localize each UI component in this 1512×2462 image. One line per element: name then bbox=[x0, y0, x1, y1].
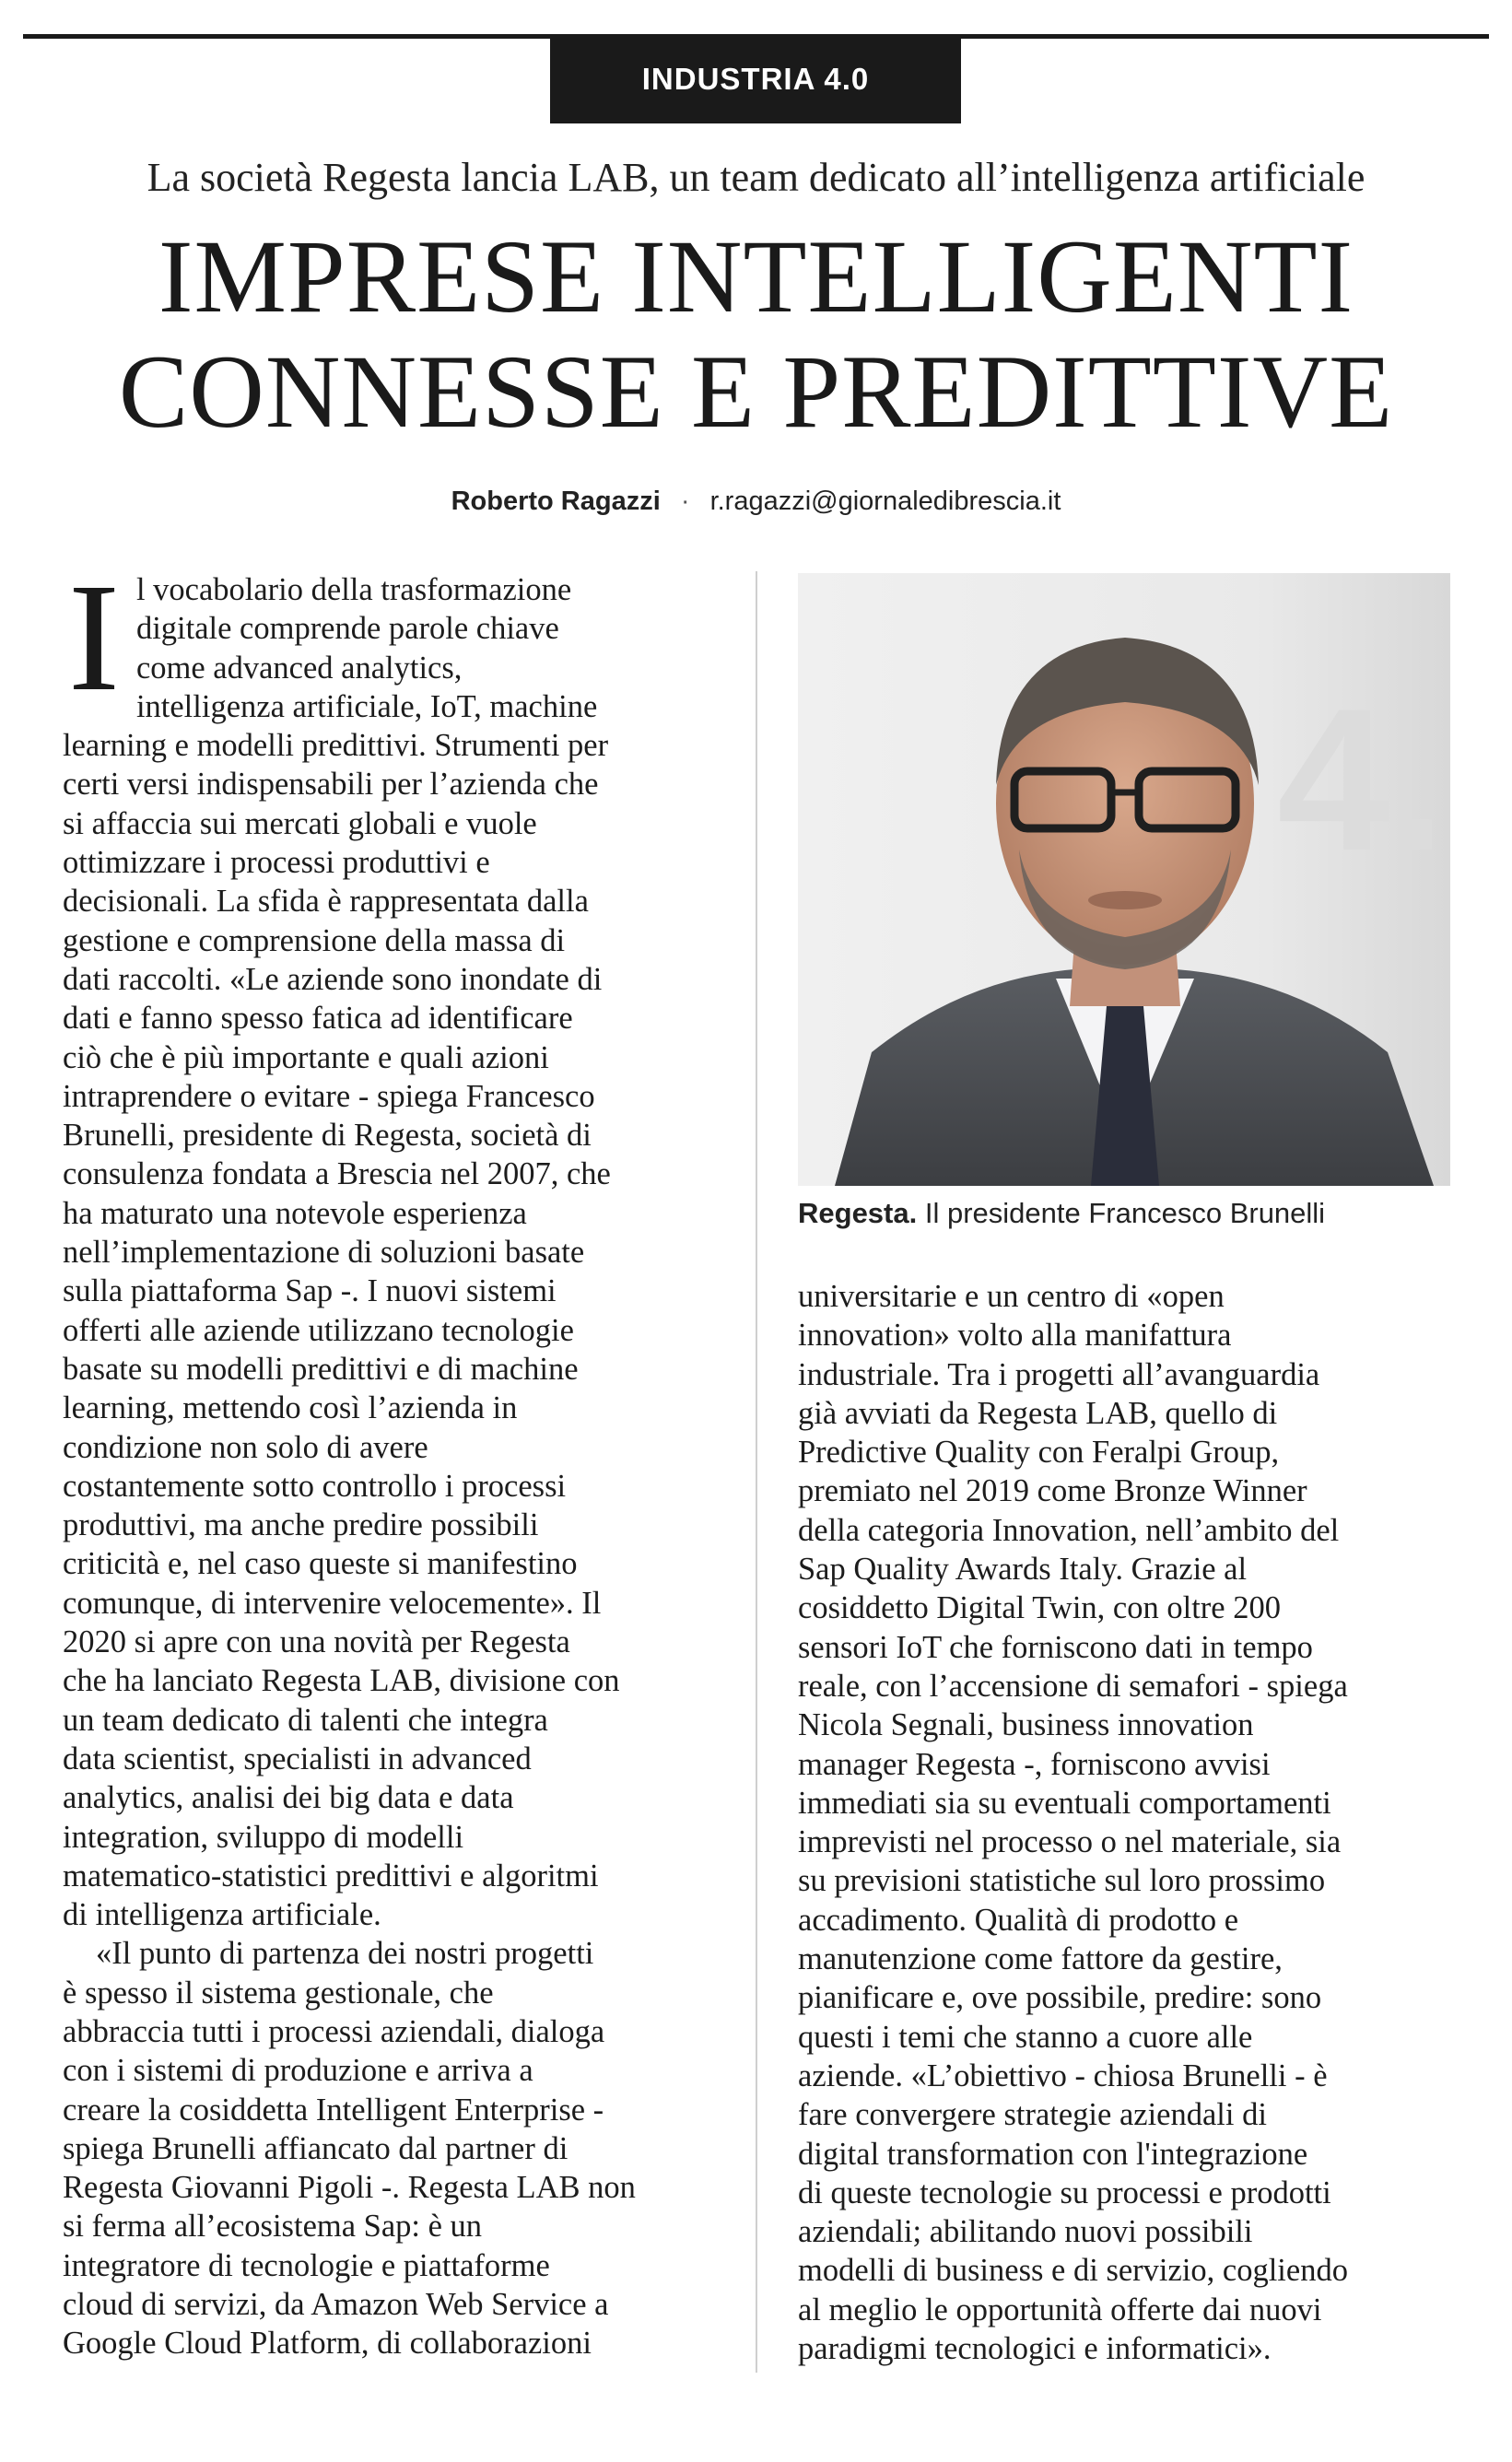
text-line: condizione non solo di avere bbox=[63, 1429, 428, 1465]
text-line: digital transformation con l'integrazione bbox=[798, 2136, 1308, 2172]
headline bbox=[0, 219, 1512, 450]
text-line: con i sistemi di produzione e arriva a bbox=[63, 2053, 533, 2089]
text-line: dati raccolti. «Le aziende sono inondate di bbox=[63, 961, 603, 997]
text-line: su previsioni statistiche sul loro prossimo bbox=[798, 1863, 1326, 1899]
text-line: costantemente sotto controllo i processi bbox=[63, 1468, 567, 1504]
text-line: premiato nel 2019 come Bronze Winner bbox=[798, 1473, 1307, 1509]
text-line: fare convergere strategie aziendali di bbox=[798, 2097, 1267, 2133]
right-column-text bbox=[798, 1277, 1452, 2368]
text-line: nell’implementazione di soluzioni basate bbox=[63, 1235, 585, 1271]
text-line: pianificare e, ove possibile, predire: sono bbox=[798, 1980, 1322, 2016]
text-line: immediati sia su eventuali comportamenti bbox=[798, 1785, 1331, 1821]
text-line: si affaccia sui mercati globali e vuole bbox=[63, 805, 537, 841]
text-line: learning e modelli predittivi. Strumenti per bbox=[63, 728, 609, 764]
text-line: universitarie e un centro di «open bbox=[798, 1279, 1225, 1314]
text-line: che ha lanciato Regesta LAB, divisione con bbox=[63, 1663, 620, 1699]
text-line: di queste tecnologie su processi e prodotti bbox=[798, 2175, 1331, 2210]
text-line: creare la cosiddetta Intelligent Enterprise - bbox=[63, 2092, 604, 2128]
byline-separator: · bbox=[680, 487, 690, 516]
text-line: basate su modelli predittivi e di machine bbox=[63, 1351, 579, 1387]
text-line: paradigmi tecnologici e informatici». bbox=[798, 2331, 1272, 2367]
paragraph-2-lines bbox=[63, 1934, 726, 2362]
text-line: Brunelli, presidente di Regesta, società di bbox=[63, 1118, 592, 1154]
text-line: 2020 si apre con una novità per Regesta bbox=[63, 1624, 570, 1660]
text-line: comunque, di intervenire velocemente». Il bbox=[63, 1585, 602, 1621]
text-line: di intelligenza artificiale. bbox=[63, 1897, 381, 1933]
caption-lead: Regesta. bbox=[798, 1197, 918, 1229]
text-line: gestione e comprensione della massa di bbox=[63, 922, 566, 958]
article-column-left bbox=[63, 552, 726, 2363]
byline-email[interactable]: r.ragazzi@giornaledibrescia.it bbox=[709, 487, 1061, 516]
text-line: manager Regesta -, forniscono avvisi bbox=[798, 1746, 1271, 1782]
text-line: si ferma all’ecosistema Sap: è un bbox=[63, 2209, 483, 2245]
drop-cap: I bbox=[68, 552, 120, 723]
headline-line-2: CONNESSE E PREDITTIVE bbox=[118, 334, 1394, 450]
text-line: imprevisti nel processo o nel materiale, sia bbox=[798, 1824, 1342, 1860]
text-line: già avviati da Regesta LAB, quello di bbox=[798, 1395, 1278, 1431]
text-line: ha maturato una notevole esperienza bbox=[63, 1195, 527, 1231]
text-line: come advanced analytics, bbox=[135, 650, 463, 686]
text-line: spiega Brunelli affiancato dal partner di bbox=[63, 2130, 568, 2166]
byline-author: Roberto Ragazzi bbox=[451, 487, 661, 516]
text-line: offerti alle aziende utilizzano tecnologie bbox=[63, 1312, 574, 1348]
text-line: digitale comprende parole chiave bbox=[135, 611, 559, 647]
text-line: «Il punto di partenza dei nostri progetti bbox=[96, 1936, 594, 1972]
column-divider bbox=[756, 571, 757, 2373]
text-line: ottimizzare i processi produttivi e bbox=[63, 845, 490, 881]
text-line: Nicola Segnali, business innovation bbox=[798, 1707, 1254, 1743]
text-line: certi versi indispensabili per l’azienda che bbox=[63, 767, 599, 803]
byline bbox=[0, 487, 1512, 517]
headline-line-1: IMPRESE INTELLIGENTI bbox=[158, 219, 1354, 334]
photo-caption bbox=[798, 1195, 1452, 1232]
text-line: accadimento. Qualità di prodotto e bbox=[798, 1902, 1239, 1938]
text-line: industriale. Tra i progetti all’avanguardia bbox=[798, 1356, 1320, 1392]
text-line: Google Cloud Platform, di collaborazioni bbox=[63, 2326, 592, 2362]
text-line: sulla piattaforma Sap -. I nuovi sistemi bbox=[63, 1273, 557, 1309]
text-line: ciò che è più importante e quali azioni bbox=[63, 1039, 549, 1075]
text-line: dati e fanno spesso fatica ad identificare bbox=[63, 1001, 573, 1037]
text-line: integration, sviluppo di modelli bbox=[63, 1819, 464, 1855]
text-line: aziende. «L’obiettivo - chiosa Brunelli - è bbox=[798, 2058, 1328, 2093]
text-line: è spesso il sistema gestionale, che bbox=[63, 1975, 494, 2011]
text-line: manutenzione come fattore da gestire, bbox=[798, 1941, 1283, 1977]
text-line: della categoria Innovation, nell’ambito del bbox=[798, 1512, 1340, 1548]
text-line: reale, con l’accensione di semafori - spiega bbox=[798, 1668, 1348, 1704]
kicker: La società Regesta lancia LAB, un team dedicato all’intelligenza artificiale bbox=[147, 155, 1365, 200]
text-line: produttivi, ma anche predire possibili bbox=[63, 1507, 539, 1543]
portrait-illustration bbox=[798, 573, 1450, 1186]
text-line: cloud di servizi, da Amazon Web Service a bbox=[63, 2287, 609, 2323]
text-line: Regesta Giovanni Pigoli -. Regesta LAB non bbox=[63, 2170, 636, 2206]
text-line: sensori IoT che forniscono dati in tempo bbox=[798, 1629, 1313, 1665]
text-line: al meglio le opportunità offerte dai nuovi bbox=[798, 2292, 1322, 2327]
text-line: cosiddetto Digital Twin, con oltre 200 bbox=[798, 1590, 1281, 1626]
text-line: intelligenza artificiale, IoT, machine bbox=[135, 688, 598, 724]
text-line: analytics, analisi dei big data e data bbox=[63, 1780, 514, 1816]
text-line: abbraccia tutti i processi aziendali, dialoga bbox=[63, 2013, 605, 2049]
text-line: modelli di business e di servizio, cogliendo bbox=[798, 2253, 1348, 2289]
article-column-right bbox=[798, 1277, 1452, 2368]
text-line: criticità e, nel caso queste si manifestino bbox=[63, 1546, 578, 1582]
paragraph-1-lines bbox=[63, 552, 726, 1934]
caption-text: Il presidente Francesco Brunelli bbox=[924, 1197, 1326, 1229]
text-line: aziendali; abilitando nuovi possibili bbox=[798, 2214, 1253, 2250]
text-line: innovation» volto alla manifattura bbox=[798, 1318, 1232, 1354]
text-line: consulenza fondata a Brescia nel 2007, che bbox=[63, 1156, 611, 1192]
text-line: Predictive Quality con Feralpi Group, bbox=[798, 1435, 1280, 1471]
portrait-photo bbox=[798, 573, 1450, 1186]
text-line: decisionali. La sfida è rappresentata dalla bbox=[63, 884, 589, 920]
svg-text:4.: 4. bbox=[1277, 666, 1447, 893]
text-line: learning, mettendo così l’azienda in bbox=[63, 1390, 518, 1426]
text-line: integratore di tecnologie e piattaforme bbox=[63, 2247, 550, 2283]
text-line: matematico-statistici predittivi e algoritmi bbox=[63, 1858, 599, 1893]
text-line: intraprendere o evitare - spiega Francesco bbox=[63, 1078, 595, 1114]
text-line: Sap Quality Awards Italy. Grazie al bbox=[798, 1552, 1248, 1588]
section-tag: INDUSTRIA 4.0 bbox=[550, 34, 961, 123]
paragraph-2 bbox=[63, 1934, 726, 2362]
paragraph-1 bbox=[63, 552, 726, 1934]
text-line: data scientist, specialisti in advanced bbox=[63, 1741, 532, 1776]
text-line: l vocabolario della trasformazione bbox=[135, 572, 572, 607]
text-line: questi i temi che stanno a cuore alle bbox=[798, 2019, 1253, 2055]
text-line: un team dedicato di talenti che integra bbox=[63, 1702, 548, 1738]
